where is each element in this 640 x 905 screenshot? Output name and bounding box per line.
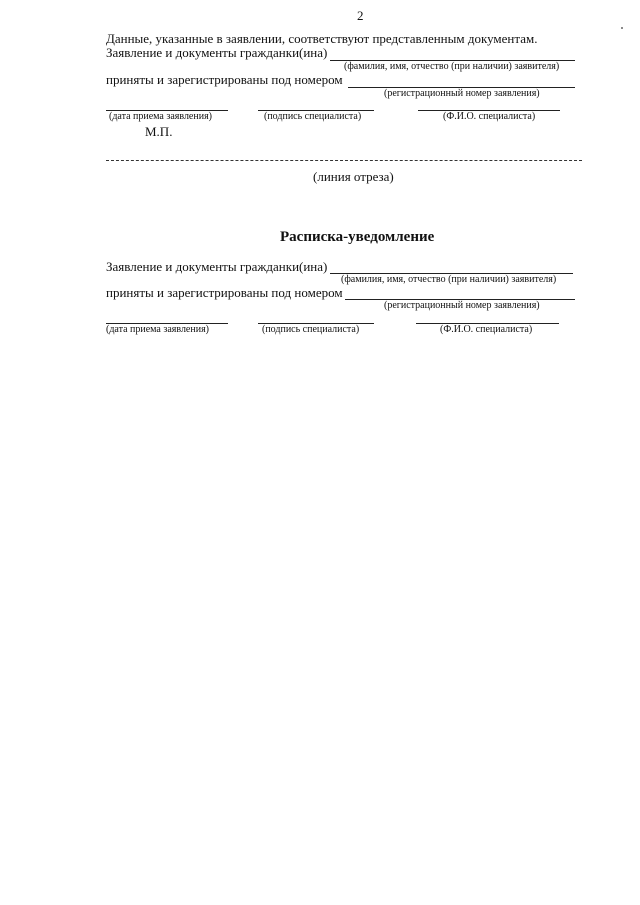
receipt-docs-citizen-label: Заявление и документы гражданки(ина) <box>106 259 328 274</box>
stamp-label: М.П. <box>145 124 173 139</box>
receipt-fio-caption: (фамилия, имя, отчество (при наличии) заявителя) <box>341 274 557 285</box>
receipt-accepted-label: приняты и зарегистрированы под номером <box>106 285 343 300</box>
receipt-spec-caption: (Ф.И.О. специалиста) <box>440 324 533 335</box>
fio-caption: (фамилия, имя, отчество (при наличии) заявителя) <box>344 61 560 72</box>
receipt-title: Расписка-уведомление <box>280 229 435 245</box>
docs-citizen-label: Заявление и документы гражданки(ина) <box>106 45 328 60</box>
receipt-regnum-caption: (регистрационный номер заявления) <box>384 300 540 311</box>
spec-caption: (Ф.И.О. специалиста) <box>443 111 536 122</box>
accepted-label: приняты и зарегистрированы под номером <box>106 72 343 87</box>
receipt-date-caption: (дата приема заявления) <box>106 324 210 335</box>
cut-line <box>106 160 582 161</box>
date-caption: (дата приема заявления) <box>109 111 213 122</box>
statement-text: Данные, указанные в заявлении, соответствуют представленным документам. <box>106 31 538 46</box>
page-number: 2 <box>357 8 364 23</box>
receipt-sign-caption: (подпись специалиста) <box>262 324 360 335</box>
cut-line-caption: (линия отреза) <box>313 169 394 184</box>
sign-caption: (подпись специалиста) <box>264 111 362 122</box>
regnum-caption: (регистрационный номер заявления) <box>384 88 540 99</box>
scan-speck <box>621 27 623 29</box>
